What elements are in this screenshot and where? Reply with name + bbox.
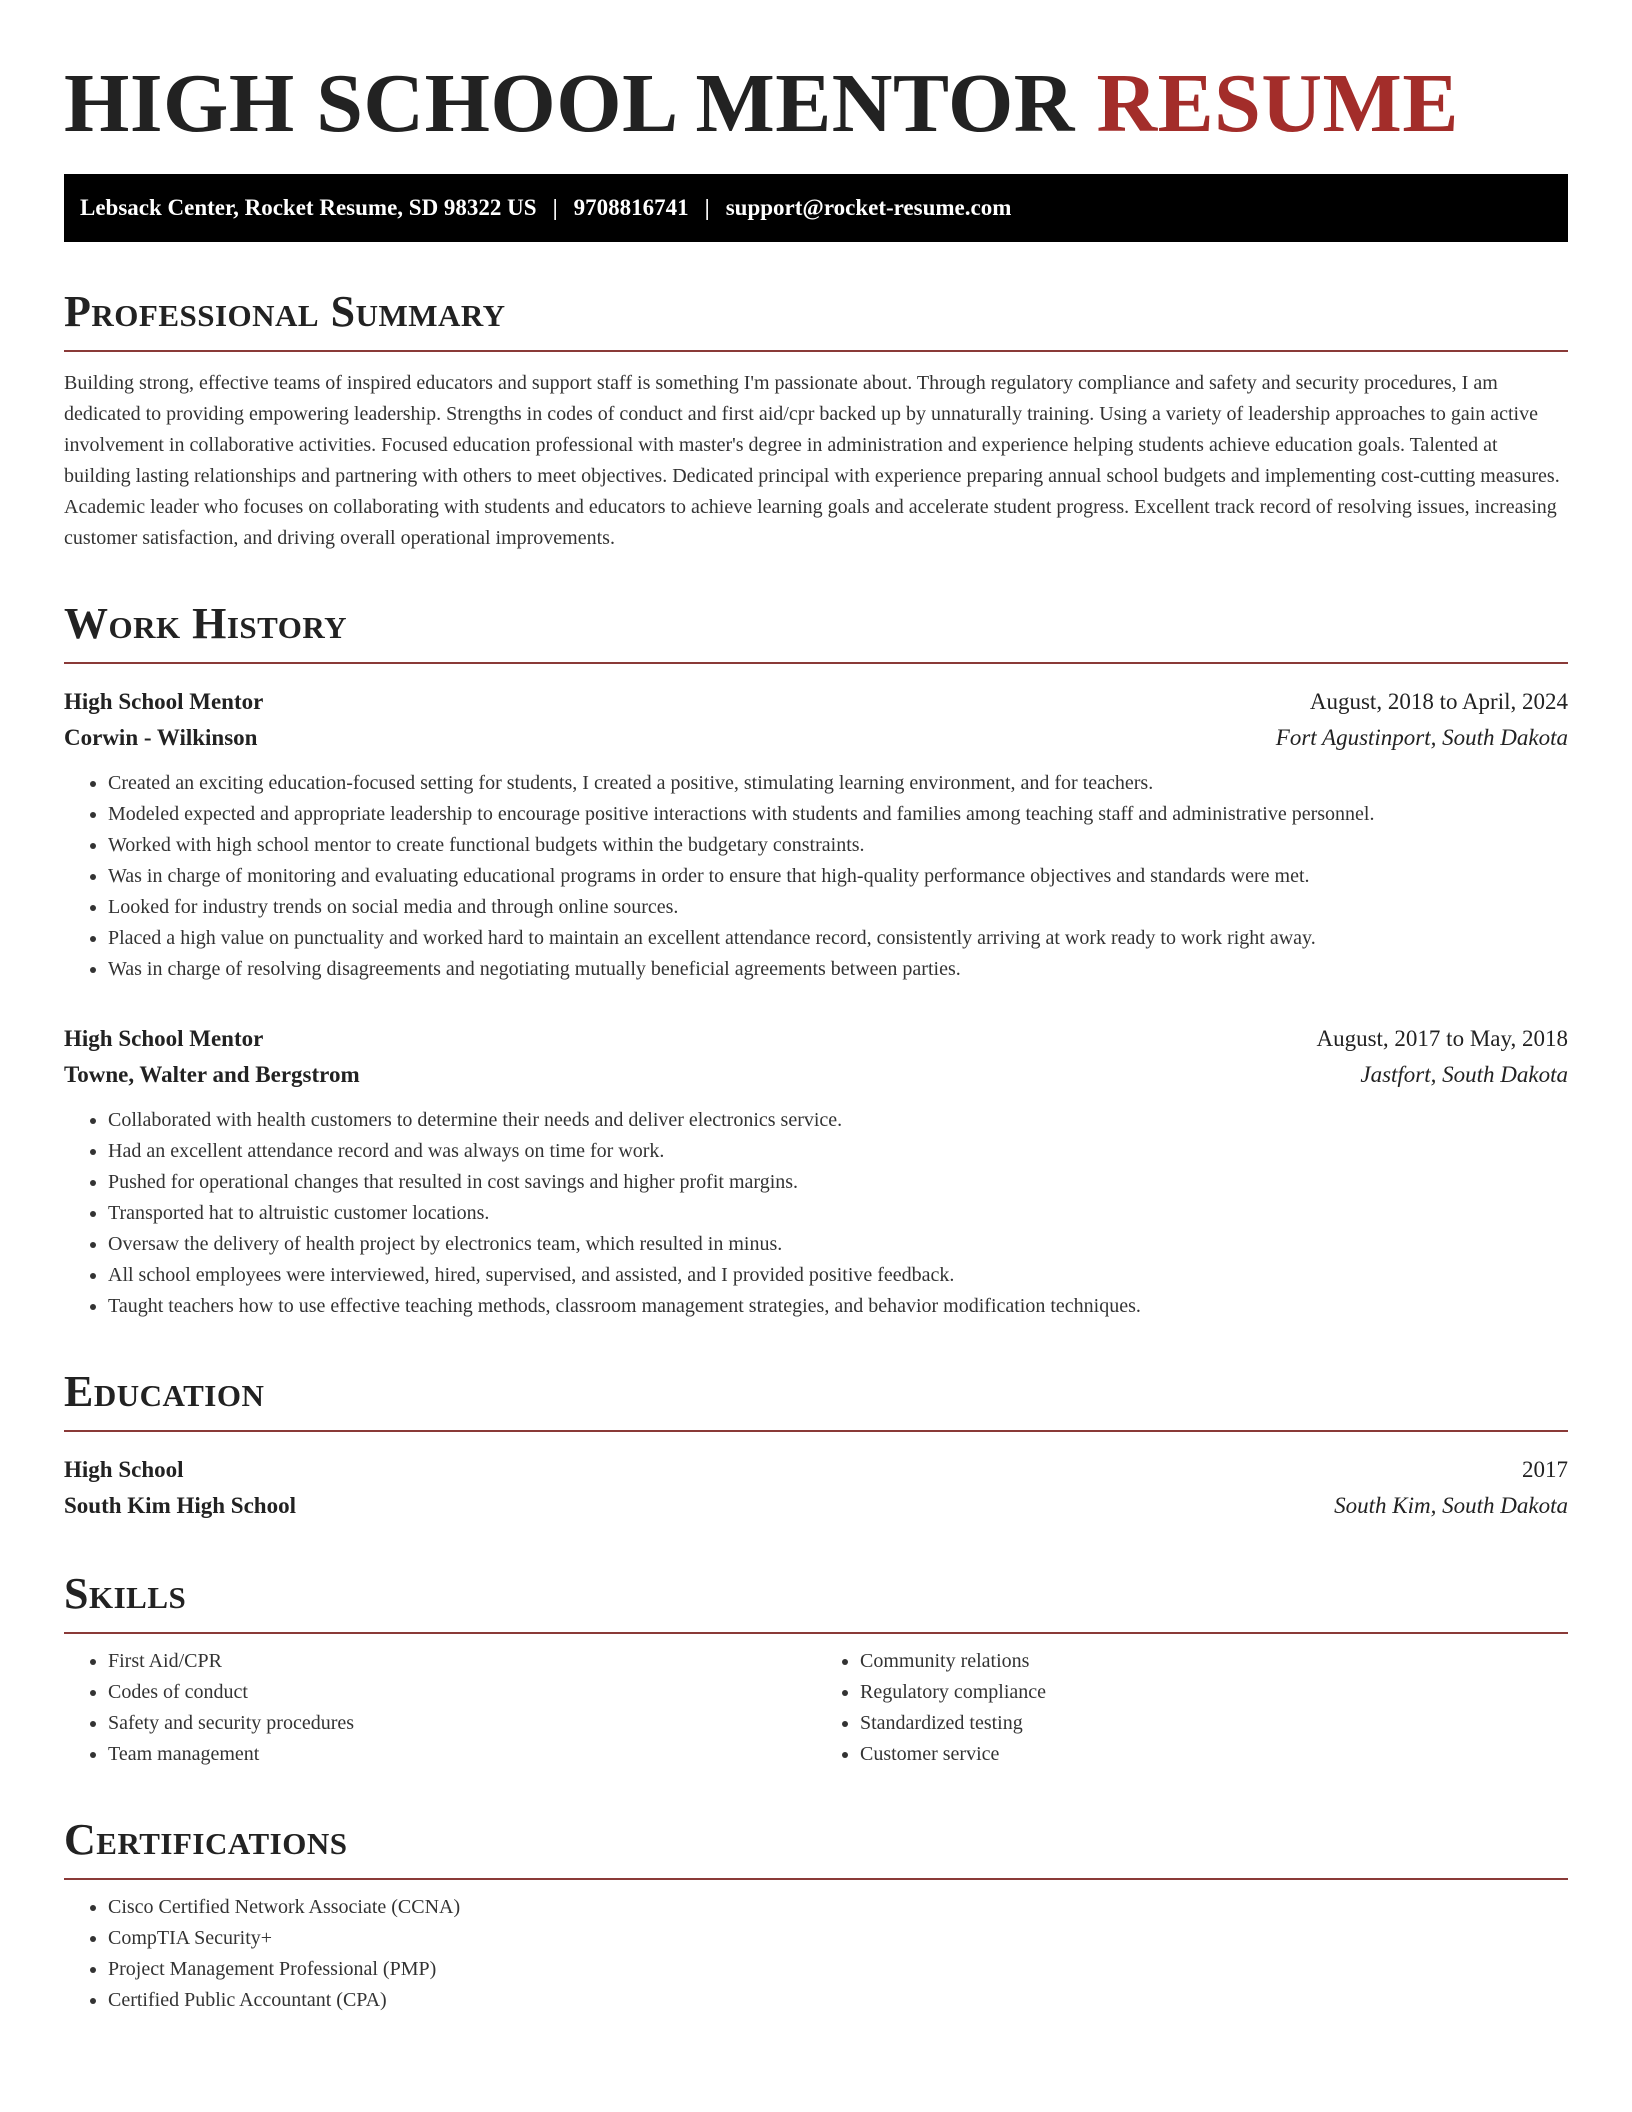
- contact-separator: |: [552, 195, 558, 220]
- certification-item: • Project Management Professional (PMP): [108, 1954, 1568, 1985]
- section-divider: [64, 1878, 1568, 1880]
- skill-item: • Team management: [108, 1739, 816, 1770]
- summary-text: Building strong, effective teams of inspired educators and support staff is something I'm passionate about. Through regulatory compliance and safety and security procedures, I am dedicated to providing empowering leadership. Strengths in codes of conduct and first aid/cpr backed up by unnaturally training. Using a variety of leadership approaches to gain active involvement in collaborative activities. Focused education professional with master's degree in administration and experience helping students achieve education goals. Talented at building lasting relationships and partnering with others to meet objectives. Dedicated principal with experience preparing annual school budgets and implementing cost-cutting measures. Academic leader who focuses on collaborating with students and educators to achieve learning goals and accelerate student progress. Excellent track record of resolving issues, increasing customer satisfaction, and driving overall operational improvements.: [64, 372, 1560, 549]
- job-bullet: • All school employees were interviewed, hired, supervised, and assisted, and I provided positive feedback.: [108, 1260, 1568, 1291]
- section-divider: [64, 1430, 1568, 1432]
- job-location: Fort Agustinport, South Dakota: [1275, 725, 1568, 750]
- job-entry: [64, 684, 1568, 985]
- job-bullet: • Was in charge of resolving disagreements and negotiating mutually beneficial agreements between parties.: [108, 954, 1568, 985]
- job-dates: August, 2017 to May, 2018: [1316, 1026, 1568, 1051]
- job-bullets: [64, 768, 1568, 985]
- skill-item: • Customer service: [860, 1739, 1568, 1770]
- certification-item: • CompTIA Security+: [108, 1923, 1568, 1954]
- contact-separator: |: [704, 195, 710, 220]
- summary-section: [64, 286, 1568, 554]
- job-title: High School Mentor: [64, 1026, 264, 1051]
- skill-item: • Community relations: [860, 1646, 1568, 1677]
- job-title: High School Mentor: [64, 689, 264, 714]
- job-bullet: • Was in charge of monitoring and evaluating educational programs in order to ensure that high-quality performance objectives and standards were met.: [108, 861, 1568, 892]
- job-bullet: • Oversaw the delivery of health project by electronics team, which resulted in minus.: [108, 1229, 1568, 1260]
- skills-section: [64, 1568, 1568, 1770]
- skill-item: • First Aid/CPR: [108, 1646, 816, 1677]
- work-history-heading: Work History: [64, 599, 348, 648]
- section-divider: [64, 662, 1568, 664]
- contact-email: support@rocket-resume.com: [725, 195, 1012, 220]
- job-company-row: [64, 720, 1568, 756]
- section-divider: [64, 1632, 1568, 1634]
- skill-item: • Regulatory compliance: [860, 1677, 1568, 1708]
- work-history-section: [64, 598, 1568, 1322]
- job-bullet: • Transported hat to altruistic customer locations.: [108, 1198, 1568, 1229]
- title-accent: RESUME: [1096, 57, 1459, 150]
- job-bullet: • Placed a high value on punctuality and worked hard to maintain an excellent attendance record, consistently arriving at work ready to work right away.: [108, 923, 1568, 954]
- certifications-heading: Certifications: [64, 1815, 348, 1864]
- job-bullet: • Worked with high school mentor to create functional budgets within the budgetary constraints.: [108, 830, 1568, 861]
- job-bullet: • Created an exciting education-focused setting for students, I created a positive, stimulating learning environment, and for teachers.: [108, 768, 1568, 799]
- contact-bar: [64, 174, 1568, 242]
- skill-item: • Codes of conduct: [108, 1677, 816, 1708]
- job-bullet: • Had an excellent attendance record and was always on time for work.: [108, 1136, 1568, 1167]
- education-school: South Kim High School: [64, 1493, 296, 1518]
- certification-item: • Cisco Certified Network Associate (CCNA): [108, 1892, 1568, 1923]
- skill-item: • Standardized testing: [860, 1708, 1568, 1739]
- job-dates: August, 2018 to April, 2024: [1309, 689, 1568, 714]
- job-bullet: • Taught teachers how to use effective teaching methods, classroom management strategies, and behavior modification techniques.: [108, 1291, 1568, 1322]
- certifications-section: [64, 1814, 1568, 2016]
- job-header-row: [64, 1021, 1568, 1057]
- certification-item: • Certified Public Accountant (CPA): [108, 1985, 1568, 2016]
- job-entry: [64, 1021, 1568, 1322]
- contact-address: Lebsack Center, Rocket Resume, SD 98322 US: [80, 195, 537, 220]
- skills-columns: [64, 1646, 1568, 1770]
- job-bullet: • Modeled expected and appropriate leadership to encourage positive interactions with students and families among teaching staff and administrative personnel.: [108, 799, 1568, 830]
- education-school-row: [64, 1488, 1568, 1524]
- skills-heading: Skills: [64, 1569, 187, 1618]
- job-header-row: [64, 684, 1568, 720]
- education-entry: [64, 1452, 1568, 1524]
- section-divider: [64, 350, 1568, 352]
- title-main: HIGH SCHOOL MENTOR: [64, 57, 1075, 150]
- contact-phone: 9708816741: [573, 195, 689, 220]
- job-location: Jastfort, South Dakota: [1360, 1062, 1568, 1087]
- job-company-row: [64, 1057, 1568, 1093]
- skills-list-left: [64, 1646, 816, 1770]
- education-section: [64, 1366, 1568, 1524]
- skills-list-right: [816, 1646, 1568, 1770]
- education-header-row: [64, 1452, 1568, 1488]
- job-company: Towne, Walter and Bergstrom: [64, 1062, 360, 1087]
- summary-heading: Professional Summary: [64, 287, 506, 336]
- education-degree: High School: [64, 1457, 184, 1482]
- education-heading: Education: [64, 1367, 265, 1416]
- education-location: South Kim, South Dakota: [1334, 1493, 1568, 1518]
- job-bullet: • Collaborated with health customers to determine their needs and deliver electronics service.: [108, 1105, 1568, 1136]
- skill-item: • Safety and security procedures: [108, 1708, 816, 1739]
- resume-title: [64, 56, 1568, 152]
- education-year: 2017: [1522, 1457, 1568, 1482]
- certifications-list: [64, 1892, 1568, 2016]
- job-company: Corwin - Wilkinson: [64, 725, 258, 750]
- job-bullet: • Looked for industry trends on social media and through online sources.: [108, 892, 1568, 923]
- job-bullets: [64, 1105, 1568, 1322]
- job-bullet: • Pushed for operational changes that resulted in cost savings and higher profit margins.: [108, 1167, 1568, 1198]
